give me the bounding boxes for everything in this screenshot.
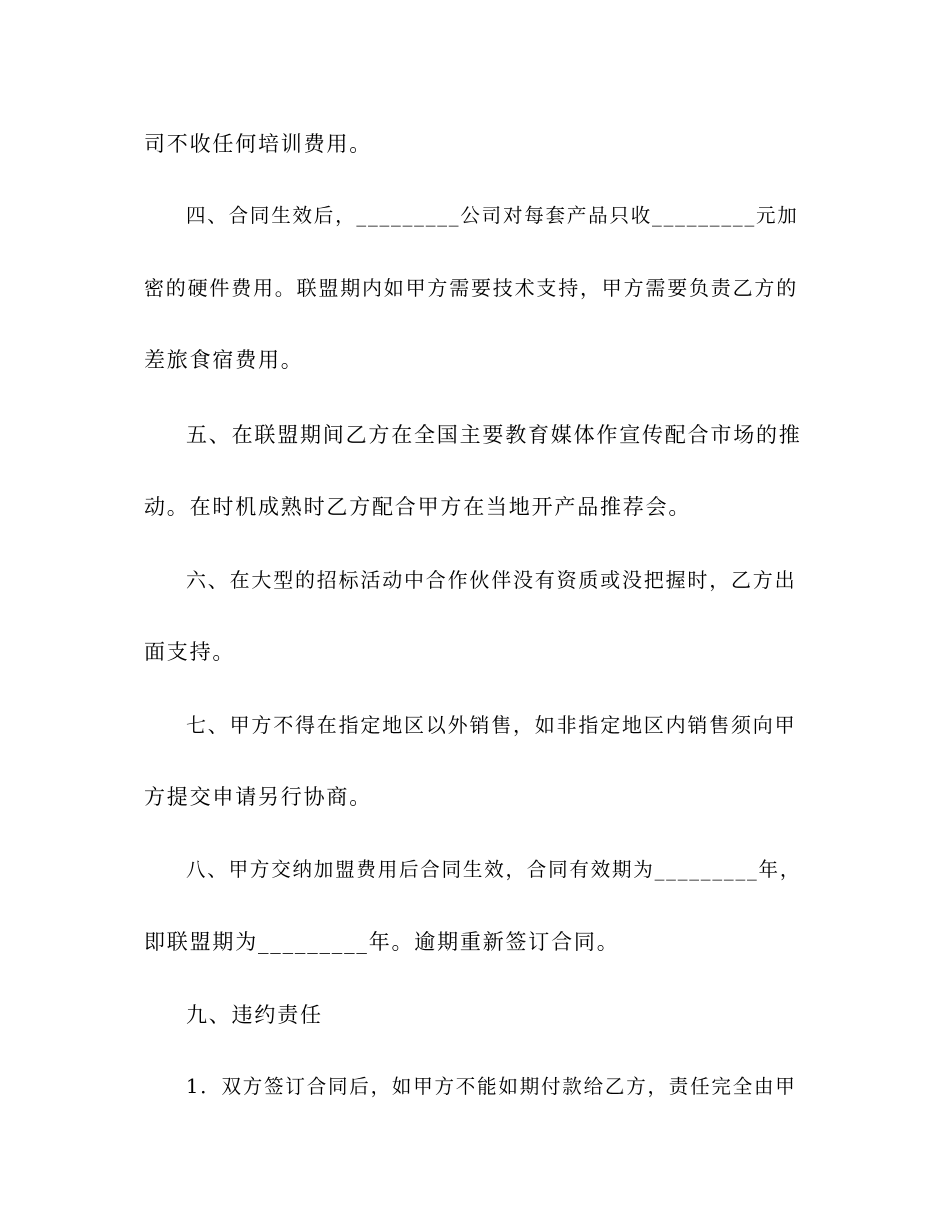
paragraph-line: 四、合同生效后，_________公司对每套产品只收_________元加 (186, 204, 799, 227)
paragraph-line: 五、在联盟期间乙方在全国主要教育媒体作宣传配合市场的推 (186, 423, 802, 447)
paragraph-line: 方提交申请另行协商。 (144, 785, 372, 809)
paragraph-line: 七、甲方不得在指定地区以外销售，如非指定地区内销售须向甲 (186, 713, 797, 737)
paragraph-line: 即联盟期为_________年。逾期重新签订合同。 (144, 930, 620, 954)
section-heading: 九、违约责任 (186, 1003, 323, 1027)
paragraph-line: 1．双方签订合同后，如甲方不能如期付款给乙方，责任完全由甲 (186, 1075, 797, 1098)
paragraph-line: 八、甲方交纳加盟费用后合同生效，合同有效期为_________年， (186, 858, 802, 881)
paragraph-line: 六、在大型的招标活动中合作伙伴没有资质或没把握时，乙方出 (186, 568, 797, 592)
paragraph-line: 差旅食宿费用。 (144, 348, 304, 372)
paragraph-line: 面支持。 (144, 640, 236, 664)
paragraph-line: 密的硬件费用。联盟期内如甲方需要技术支持，甲方需要负责乙方的 (144, 276, 798, 300)
paragraph-line: 司不收任何培训费用。 (144, 132, 372, 156)
paragraph-line: 动。在时机成熟时乙方配合甲方在当地开产品推荐会。 (144, 495, 692, 519)
